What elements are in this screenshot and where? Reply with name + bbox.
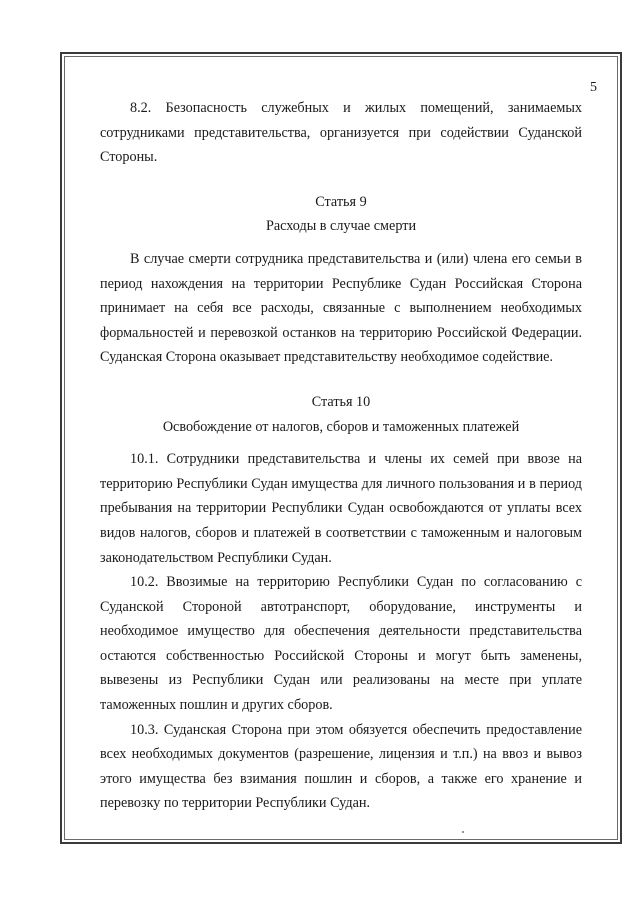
- article-9-subtitle: Расходы в случае смерти: [265, 218, 417, 235]
- page-number: 5: [590, 80, 597, 95]
- paragraph-8-2: 8.2. Безопасность служебных и жилых помещений, занимаемых сотрудниками представительства, организуется при содействии Суданской Стороны.: [100, 100, 582, 166]
- article-9-text: В случае смерти сотрудника представительства и (или) члена его семьи в период нахождения на территории Республике Судан Российская Сторона принимает на себя все расходы, связанные с выполнением необходимых формальностей и перевозкой останков на территорию Российской Федерации. Суданская Сторона оказывает представительству необходимое содействие.: [100, 250, 582, 366]
- document-body: [100, 96, 582, 816]
- article-9-title: Статья 9: [315, 193, 367, 210]
- article-10-title: Статья 10: [311, 393, 371, 410]
- article-10-subtitle: Освобождение от налогов, сборов и таможенных платежей: [162, 418, 520, 435]
- paragraph-10-1: 10.1. Сотрудники представительства и члены их семей при ввозе на территорию Республики Судан имущества для личного пользования и в период пребывания на территории Республики Судан освобождаются от уплаты всех видов налогов, сборов и платежей в соответствии с таможенным и налоговым законодательством Республики Судан.: [100, 451, 582, 566]
- paragraph-10-3: 10.3. Суданская Сторона при этом обязуется обеспечить предоставление всех необходимых документов (разрешение, лицензия и т.п.) на ввоз и вывоз этого имущества без взимания пошлин и сборов, а также его хранение и перевозку по территории Республики Судан.: [100, 721, 582, 812]
- scan-speck: [462, 831, 464, 833]
- paragraph-10-2: 10.2. Ввозимые на территорию Республики Судан по согласованию с Суданской Стороной автотранспорт, оборудование, инструменты и необходимое имущество для обеспечения деятельности представительства остаются собственностью Российской Стороны и могут быть заменены, вывезены из Республики Судан или реализованы на месте при уплате таможенных пошлин и других сборов.: [100, 574, 582, 714]
